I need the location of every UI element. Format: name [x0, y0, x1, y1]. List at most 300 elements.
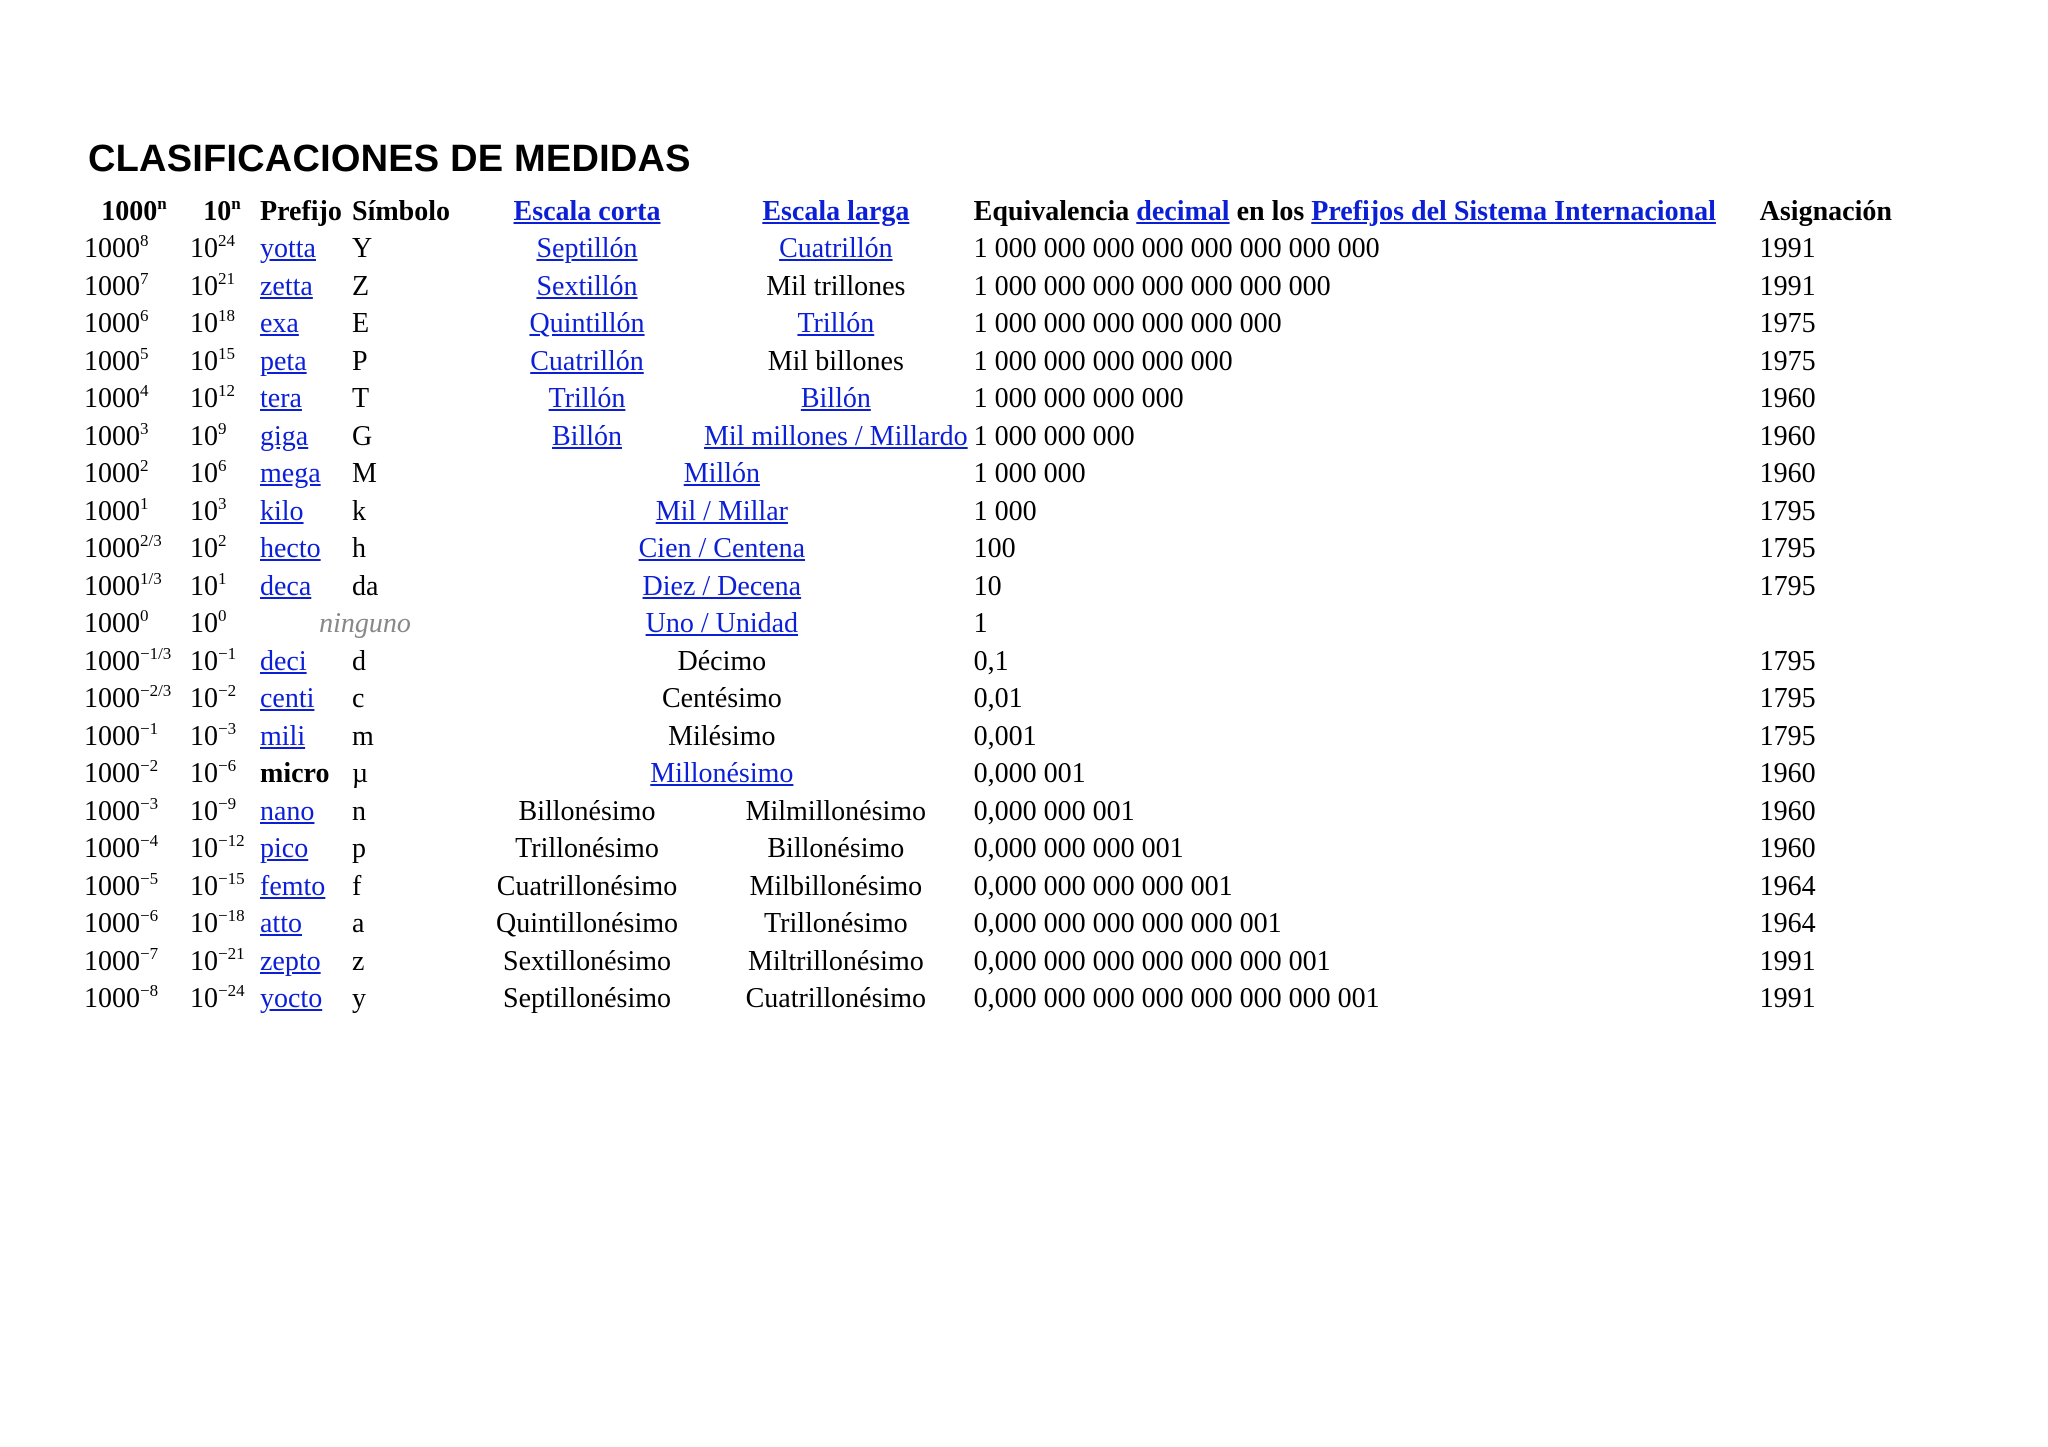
short-scale-text: Cuatrillonésimo: [496, 870, 678, 902]
year-value: 1960: [1759, 383, 1816, 415]
base-10: 10: [190, 270, 218, 302]
power-10-cell: [187, 568, 257, 606]
exponent-10: −18: [218, 906, 245, 926]
prefix-cell: [257, 981, 349, 1019]
long-scale-cell: [701, 343, 971, 381]
exponent-1000: −6: [140, 906, 159, 926]
power-1000-cell: [81, 306, 187, 344]
scale-name-link[interactable]: Millón: [683, 458, 760, 490]
header-equivalence: Equivalencia decimal en los Prefijos del Sistema Internacional: [973, 195, 1716, 227]
scale-name-text: Décimo: [677, 645, 767, 677]
base-1000: 1000: [84, 458, 140, 490]
short-scale-link[interactable]: Septillón: [536, 233, 638, 265]
base-1000: 1000: [84, 758, 140, 790]
long-scale-cell: [701, 381, 971, 419]
power-1000-cell: [81, 756, 187, 794]
base-10: 10: [190, 908, 218, 940]
long-scale-text: Mil trillones: [766, 270, 906, 302]
long-scale-cell: [701, 231, 971, 269]
exponent-10: 21: [218, 268, 235, 288]
short-scale-cell: [473, 906, 701, 944]
equivalence-cell: [971, 268, 1757, 306]
symbol-cell: [349, 906, 473, 944]
power-10-cell: [187, 643, 257, 681]
base-10: 10: [190, 608, 218, 640]
year-cell: [1757, 493, 1895, 531]
prefix-link[interactable]: yotta: [260, 233, 316, 265]
equivalence-value: 0,000 000 000 000 000 001: [973, 908, 1282, 940]
exponent-1000: 2: [140, 456, 149, 476]
long-scale-cell: [701, 906, 971, 944]
table-row: [81, 231, 1895, 269]
long-scale-text: Milbillonésimo: [749, 870, 923, 902]
base-10: 10: [190, 645, 218, 677]
long-scale-cell: [701, 831, 971, 869]
prefix-cell: [257, 268, 349, 306]
table-row: [81, 456, 1895, 494]
short-scale-text: Trillonésimo: [515, 833, 659, 865]
exponent-1000: 1: [140, 493, 149, 513]
prefix-cell: [257, 456, 349, 494]
year-cell: [1757, 793, 1895, 831]
equivalence-value: 0,1: [973, 645, 1009, 677]
symbol-cell: [349, 756, 473, 794]
table-row: [81, 343, 1895, 381]
power-10-cell: [187, 718, 257, 756]
base-1000: 1000: [84, 608, 140, 640]
short-scale-cell: [473, 981, 701, 1019]
table-row: [81, 681, 1895, 719]
prefix-link[interactable]: tera: [260, 383, 302, 415]
symbol-text: P: [352, 345, 368, 377]
base-1000: 1000: [84, 383, 140, 415]
table-row: [81, 381, 1895, 419]
year-cell: [1757, 831, 1895, 869]
base-10: 10: [190, 758, 218, 790]
power-10-cell: [187, 268, 257, 306]
power-1000-cell: [81, 831, 187, 869]
power-10-cell: [187, 906, 257, 944]
power-10-cell: [187, 231, 257, 269]
equivalence-value: 0,01: [973, 683, 1023, 715]
scale-cell: [473, 681, 971, 719]
symbol-text: p: [352, 833, 366, 865]
year-value: 1795: [1759, 720, 1816, 752]
power-1000-cell: [81, 943, 187, 981]
equivalence-cell: [971, 793, 1757, 831]
scale-cell: [473, 531, 971, 569]
year-cell: [1757, 231, 1895, 269]
symbol-cell: [349, 643, 473, 681]
equivalence-value: 0,000 000 000 001: [973, 833, 1184, 865]
prefix-cell: [257, 718, 349, 756]
long-scale-cell: [701, 981, 971, 1019]
equivalence-value: 0,000 000 000 000 001: [973, 870, 1233, 902]
prefix-link[interactable]: mega: [260, 458, 321, 490]
symbol-text: G: [352, 420, 373, 452]
base-10: 10: [190, 570, 218, 602]
prefix-link[interactable]: pico: [260, 833, 309, 865]
base-1000: 1000: [84, 683, 140, 715]
long-scale-link[interactable]: Mil millones / Millardo: [704, 420, 968, 452]
equivalence-cell: [971, 231, 1757, 269]
header-row: [81, 193, 1895, 231]
base-10: 10: [190, 383, 218, 415]
power-1000-cell: [81, 643, 187, 681]
base-10: 10: [190, 233, 218, 265]
symbol-text: f: [352, 870, 362, 902]
short-scale-cell: [473, 306, 701, 344]
short-scale-text: Septillonésimo: [503, 983, 671, 1015]
prefix-cell: [257, 756, 349, 794]
exponent-10: 2: [218, 531, 227, 551]
equivalence-cell: [971, 643, 1757, 681]
power-10-cell: [187, 681, 257, 719]
long-scale-link[interactable]: Billón: [800, 383, 871, 415]
exponent-10: 12: [218, 381, 235, 401]
long-scale-link[interactable]: Cuatrillón: [779, 233, 893, 265]
equivalence-value: 0,000 000 000 000 000 000 001: [973, 945, 1331, 977]
short-scale-text: Quintillonésimo: [496, 908, 678, 940]
prefix-text: micro: [260, 758, 330, 790]
equivalence-cell: [971, 418, 1757, 456]
short-scale-link[interactable]: Sextillón: [536, 270, 638, 302]
exponent-1000: 2/3: [140, 531, 162, 551]
symbol-cell: [349, 831, 473, 869]
base-10: 10: [190, 683, 218, 715]
equivalence-value: 1 000 000: [973, 458, 1086, 490]
prefix-cell: [257, 343, 349, 381]
year-cell: [1757, 906, 1895, 944]
power-10-cell: [187, 493, 257, 531]
power-1000-cell: [81, 493, 187, 531]
equivalence-cell: [971, 456, 1757, 494]
symbol-text: Y: [352, 233, 373, 265]
exponent-1000: −1: [140, 718, 159, 738]
equivalence-value: 10: [973, 570, 1002, 602]
long-scale-text: Mil billones: [767, 345, 904, 377]
year-cell: [1757, 756, 1895, 794]
base-10: 10: [190, 345, 218, 377]
exponent-10: 9: [218, 418, 227, 438]
symbol-text: Z: [352, 270, 370, 302]
year-value: 1960: [1759, 833, 1816, 865]
prefix-link[interactable]: yocto: [260, 983, 323, 1015]
symbol-cell: [349, 493, 473, 531]
power-1000-cell: [81, 531, 187, 569]
exponent-10: −15: [218, 868, 245, 888]
year-cell: [1757, 643, 1895, 681]
long-scale-text: Cuatrillonésimo: [745, 983, 927, 1015]
long-scale-text: Billonésimo: [767, 833, 905, 865]
power-1000-cell: [81, 568, 187, 606]
table-row: [81, 831, 1895, 869]
prefix-cell: [257, 418, 349, 456]
exponent-10: 3: [218, 493, 227, 513]
prefix-cell: [257, 943, 349, 981]
short-scale-cell: [473, 231, 701, 269]
long-scale-cell: [701, 268, 971, 306]
exponent-10: −1: [218, 643, 237, 663]
prefix-link[interactable]: mili: [260, 720, 306, 752]
short-scale-cell: [473, 868, 701, 906]
short-scale-cell: [473, 343, 701, 381]
symbol-cell: [349, 418, 473, 456]
equivalence-value: 1 000: [973, 495, 1037, 527]
power-10-cell: [187, 606, 257, 644]
symbol-text: c: [352, 683, 365, 715]
symbol-text: z: [352, 945, 365, 977]
equivalence-value: 1 000 000 000 000 000 000: [973, 308, 1282, 340]
symbol-text: h: [352, 533, 366, 565]
equivalence-cell: [971, 568, 1757, 606]
scale-name-link[interactable]: Diez / Decena: [642, 570, 802, 602]
exponent-1000: −2/3: [140, 681, 172, 701]
power-10-cell: [187, 831, 257, 869]
year-value: 1975: [1759, 308, 1816, 340]
power-1000-cell: [81, 906, 187, 944]
prefix-link[interactable]: centi: [260, 683, 315, 715]
prefix-link[interactable]: giga: [260, 420, 309, 452]
symbol-cell: [349, 531, 473, 569]
table-row: [81, 718, 1895, 756]
year-value: 1960: [1759, 795, 1816, 827]
power-10-cell: [187, 943, 257, 981]
equivalence-cell: [971, 906, 1757, 944]
year-cell: [1757, 718, 1895, 756]
exponent-1000: 0: [140, 606, 149, 626]
base-1000: 1000: [84, 270, 140, 302]
equivalence-cell: [971, 681, 1757, 719]
exponent-10: 0: [218, 606, 227, 626]
power-10-cell: [187, 868, 257, 906]
short-scale-link[interactable]: Trillón: [548, 383, 626, 415]
short-scale-cell: [473, 943, 701, 981]
long-scale-link[interactable]: Escala larga: [762, 195, 910, 227]
year-cell: [1757, 343, 1895, 381]
year-value: 1964: [1759, 870, 1816, 902]
power-1000-cell: [81, 681, 187, 719]
table-row: [81, 493, 1895, 531]
exponent-1000: 7: [140, 268, 149, 288]
prefix-cell: [257, 231, 349, 269]
year-cell: [1757, 943, 1895, 981]
symbol-cell: [349, 381, 473, 419]
scale-name-link[interactable]: Uno / Unidad: [645, 608, 799, 640]
scale-cell: [473, 493, 971, 531]
base-10: 10: [190, 983, 218, 1015]
base-10: 10: [190, 720, 218, 752]
exponent-1000: −8: [140, 981, 159, 1001]
page-title: CLASIFICACIONES DE MEDIDAS: [88, 138, 691, 180]
short-scale-text: Sextillonésimo: [503, 945, 671, 977]
prefix-link[interactable]: zetta: [260, 270, 313, 302]
base-1000: 1000: [84, 870, 140, 902]
power-1000-cell: [81, 343, 187, 381]
exponent-1000: −3: [140, 793, 159, 813]
prefix-link[interactable]: hecto: [260, 533, 321, 565]
prefix-table: [81, 193, 1895, 1018]
power-10-cell: [187, 306, 257, 344]
long-scale-link[interactable]: Trillón: [797, 308, 875, 340]
prefix-cell: [257, 381, 349, 419]
short-scale-link[interactable]: Escala corta: [513, 195, 661, 227]
symbol-text: µ: [352, 758, 369, 790]
symbol-cell: [349, 456, 473, 494]
base-10: 10: [190, 533, 218, 565]
long-scale-text: Miltrillonésimo: [747, 945, 924, 977]
power-10-cell: [187, 756, 257, 794]
year-cell: [1757, 381, 1895, 419]
year-cell: [1757, 418, 1895, 456]
exponent-1000: 1/3: [140, 568, 162, 588]
long-scale-cell: [701, 943, 971, 981]
exponent-1000: 3: [140, 418, 149, 438]
base-10: 10: [190, 458, 218, 490]
equivalence-value: 0,000 000 000 000 000 000 000 001: [973, 983, 1380, 1015]
prefix-link[interactable]: deci: [260, 645, 307, 677]
scale-name-link[interactable]: Millonésimo: [650, 758, 794, 790]
short-scale-link[interactable]: Billón: [551, 420, 622, 452]
symbol-text: M: [352, 458, 377, 490]
prefix-none: ninguno: [319, 608, 411, 640]
scale-name-text: Milésimo: [668, 720, 776, 752]
year-value: 1991: [1759, 945, 1816, 977]
year-value: 1991: [1759, 270, 1816, 302]
equivalence-cell: [971, 868, 1757, 906]
exponent-10: −24: [218, 981, 245, 1001]
header-year: Asignación: [1759, 195, 1892, 227]
base-1000: 1000: [84, 570, 140, 602]
exponent-1000: −1/3: [140, 643, 172, 663]
base-1000: 1000: [84, 345, 140, 377]
base-10: 10: [190, 870, 218, 902]
table-row: [81, 531, 1895, 569]
year-cell: [1757, 268, 1895, 306]
power-1000-cell: [81, 793, 187, 831]
year-cell: [1757, 868, 1895, 906]
equivalence-value: 1 000 000 000: [973, 420, 1135, 452]
table-row: [81, 643, 1895, 681]
symbol-cell: [349, 343, 473, 381]
symbol-cell: [349, 306, 473, 344]
prefix-link[interactable]: zepto: [260, 945, 321, 977]
equivalence-cell: [971, 943, 1757, 981]
prefix-link[interactable]: femto: [260, 870, 326, 902]
power-10-cell: [187, 793, 257, 831]
exponent-10: 18: [218, 306, 235, 326]
equivalence-cell: [971, 306, 1757, 344]
header-long-scale: [701, 193, 971, 231]
symbol-text: n: [352, 795, 366, 827]
exponent-10: −21: [218, 943, 245, 963]
power-1000-cell: [81, 981, 187, 1019]
exponent-10: −6: [218, 756, 237, 776]
equivalence-value: 0,000 000 001: [973, 795, 1135, 827]
symbol-text: m: [352, 720, 374, 752]
power-10-cell: [187, 456, 257, 494]
prefix-link[interactable]: peta: [260, 345, 307, 377]
short-scale-link[interactable]: Cuatrillón: [530, 345, 644, 377]
exponent-1000: −2: [140, 756, 159, 776]
prefix-link[interactable]: kilo: [260, 495, 304, 527]
base-1000: 1000: [84, 795, 140, 827]
symbol-text: E: [352, 308, 370, 340]
symbol-cell: [349, 568, 473, 606]
table-row: [81, 943, 1895, 981]
exponent-1000: 5: [140, 343, 149, 363]
table-row: [81, 793, 1895, 831]
year-value: 1795: [1759, 683, 1816, 715]
equivalence-value: 0,001: [973, 720, 1037, 752]
symbol-text: T: [352, 383, 370, 415]
short-scale-cell: [473, 793, 701, 831]
prefix-link[interactable]: exa: [260, 308, 299, 340]
prefix-link[interactable]: nano: [260, 795, 315, 827]
symbol-cell: [349, 231, 473, 269]
scale-name-link[interactable]: Cien / Centena: [638, 533, 806, 565]
header-prefix: Prefijo: [260, 195, 342, 227]
exponent-1000: 6: [140, 306, 149, 326]
year-value: 1991: [1759, 233, 1816, 265]
long-scale-cell: [701, 418, 971, 456]
power-1000-cell: [81, 268, 187, 306]
year-value: 1795: [1759, 533, 1816, 565]
symbol-cell: [349, 681, 473, 719]
prefix-cell: [257, 793, 349, 831]
base-1000: 1000: [84, 495, 140, 527]
base-10: 10: [190, 945, 218, 977]
base-1000: 1000: [84, 983, 140, 1015]
prefix-cell: [257, 906, 349, 944]
symbol-text: a: [352, 908, 365, 940]
exponent-10: 24: [218, 231, 235, 251]
prefix-cell: [257, 531, 349, 569]
prefix-link[interactable]: deca: [260, 570, 312, 602]
prefix-link[interactable]: atto: [260, 908, 302, 940]
base-1000: 1000: [84, 533, 140, 565]
short-scale-link[interactable]: Quintillón: [529, 308, 645, 340]
table-row: [81, 868, 1895, 906]
power-10-cell: [187, 981, 257, 1019]
power-10-cell: [187, 418, 257, 456]
base-1000: 1000: [84, 420, 140, 452]
scale-cell: [473, 606, 971, 644]
symbol-cell: [349, 868, 473, 906]
header-symbol: Símbolo: [352, 195, 451, 227]
symbol-text: k: [352, 495, 366, 527]
power-1000-cell: [81, 606, 187, 644]
exponent-10: −12: [218, 831, 245, 851]
table-row: [81, 756, 1895, 794]
prefix-cell: [257, 306, 349, 344]
table-row: [81, 906, 1895, 944]
symbol-text: d: [352, 645, 366, 677]
header-1000n: 1000$^n$: [101, 193, 167, 227]
base-1000: 1000: [84, 645, 140, 677]
decimal-link[interactable]: decimal: [1136, 195, 1230, 227]
scale-name-text: Centésimo: [661, 683, 782, 715]
equivalence-cell: [971, 493, 1757, 531]
si-prefixes-link[interactable]: Prefijos del Sistema Internacional: [1311, 195, 1716, 227]
base-10: 10: [190, 833, 218, 865]
prefix-cell: [257, 868, 349, 906]
scale-name-link[interactable]: Mil / Millar: [655, 495, 788, 527]
year-cell: [1757, 606, 1895, 644]
symbol-cell: [349, 793, 473, 831]
exponent-1000: 4: [140, 381, 149, 401]
power-1000-cell: [81, 381, 187, 419]
